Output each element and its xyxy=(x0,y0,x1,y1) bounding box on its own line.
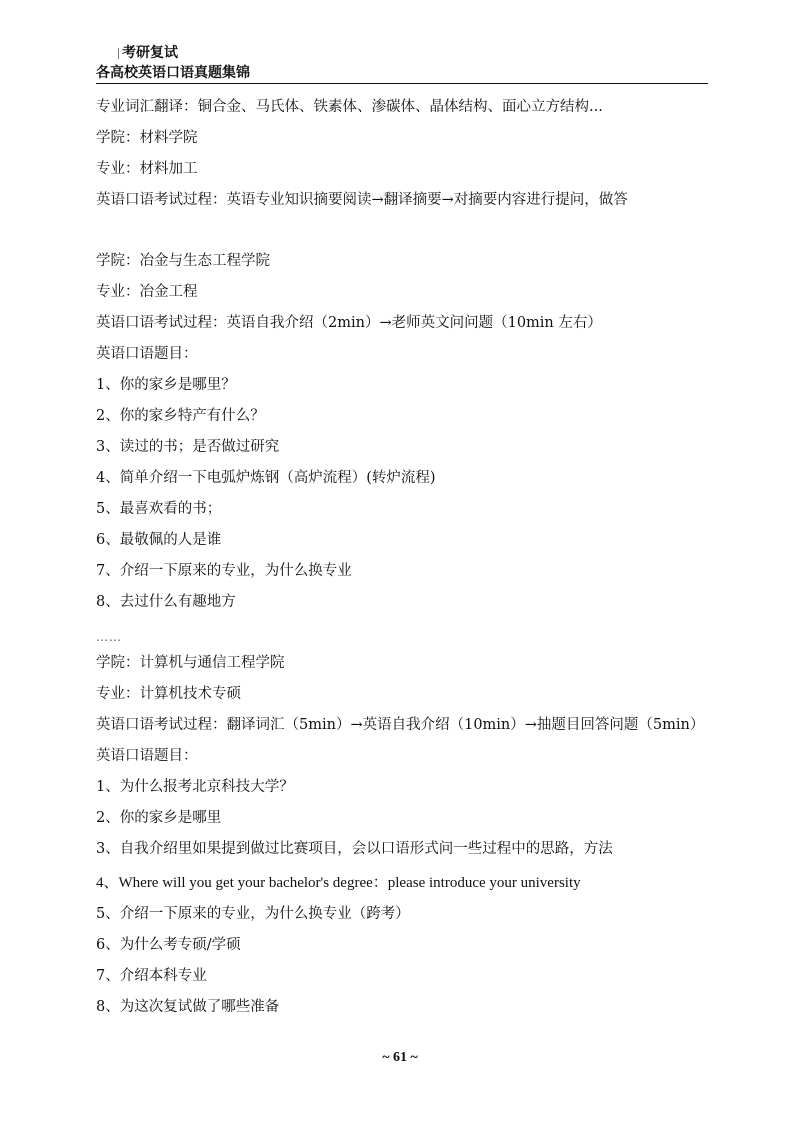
ellipsis: …… xyxy=(96,630,122,644)
text-line: 学院：计算机与通信工程学院 xyxy=(96,655,285,671)
text-line: 英语口语考试过程：英语自我介绍（2min）→老师英文问问题（10min 左右） xyxy=(96,315,602,331)
question-item: 2、你的家乡是哪里 xyxy=(96,810,222,826)
question-item: 5、最喜欢看的书； xyxy=(96,501,222,517)
header-rule xyxy=(96,83,708,84)
text-line: 学院：冶金与生态工程学院 xyxy=(96,253,270,269)
question-item: 8、为这次复试做了哪些准备 xyxy=(96,999,280,1015)
text-line: 英语口语题目： xyxy=(96,748,198,764)
page-header xyxy=(96,44,708,82)
question-item: 7、介绍本科专业 xyxy=(96,968,207,984)
text-line: 专业词汇翻译：铜合金、马氏体、铁素体、渗碳体、晶体结构、面心立方结构... xyxy=(96,99,603,115)
text-line: 英语口语考试过程：英语专业知识摘要阅读→翻译摘要→对摘要内容进行提问，做答 xyxy=(96,192,628,208)
question-item: 7、介绍一下原来的专业，为什么换专业 xyxy=(96,563,352,579)
text-line: 专业：冶金工程 xyxy=(96,284,198,300)
text-line: 专业：材料加工 xyxy=(96,161,198,177)
question-item: 4、简单介绍一下电弧炉炼钢（高炉流程）(转炉流程) xyxy=(96,470,436,486)
header-subtitle: 各高校英语口语真题集锦 xyxy=(96,65,250,81)
text-line: 英语口语考试过程：翻译词汇（5min）→英语自我介绍（10min）→抽题目回答问题（5min） xyxy=(96,717,705,733)
question-item: 6、为什么考专硕/学硕 xyxy=(96,937,241,953)
question-item: 6、最敬佩的人是谁 xyxy=(96,532,222,548)
question-item: 1、为什么报考北京科技大学？ xyxy=(96,779,294,795)
header-mark xyxy=(118,48,119,59)
question-item: 1、你的家乡是哪里？ xyxy=(96,377,236,393)
text-line: 英语口语题目： xyxy=(96,346,198,362)
question-item: 5、介绍一下原来的专业，为什么换专业（跨考） xyxy=(96,906,410,922)
question-item: 4、Where will you get your bachelor's degree：please introduce your university xyxy=(96,875,581,891)
page-number: ~ 61 ~ xyxy=(382,1050,418,1065)
header-title: 考研复试 xyxy=(122,45,178,61)
question-item: 3、读过的书；是否做过研究 xyxy=(96,439,280,455)
text-line: 专业：计算机技术专硕 xyxy=(96,686,241,702)
text-line: 学院：材料学院 xyxy=(96,130,198,146)
question-item: 8、去过什么有趣地方 xyxy=(96,594,236,610)
question-item: 3、自我介绍里如果提到做过比赛项目，会以口语形式问一些过程中的思路，方法 xyxy=(96,841,613,857)
question-item: 2、你的家乡特产有什么？ xyxy=(96,408,265,424)
